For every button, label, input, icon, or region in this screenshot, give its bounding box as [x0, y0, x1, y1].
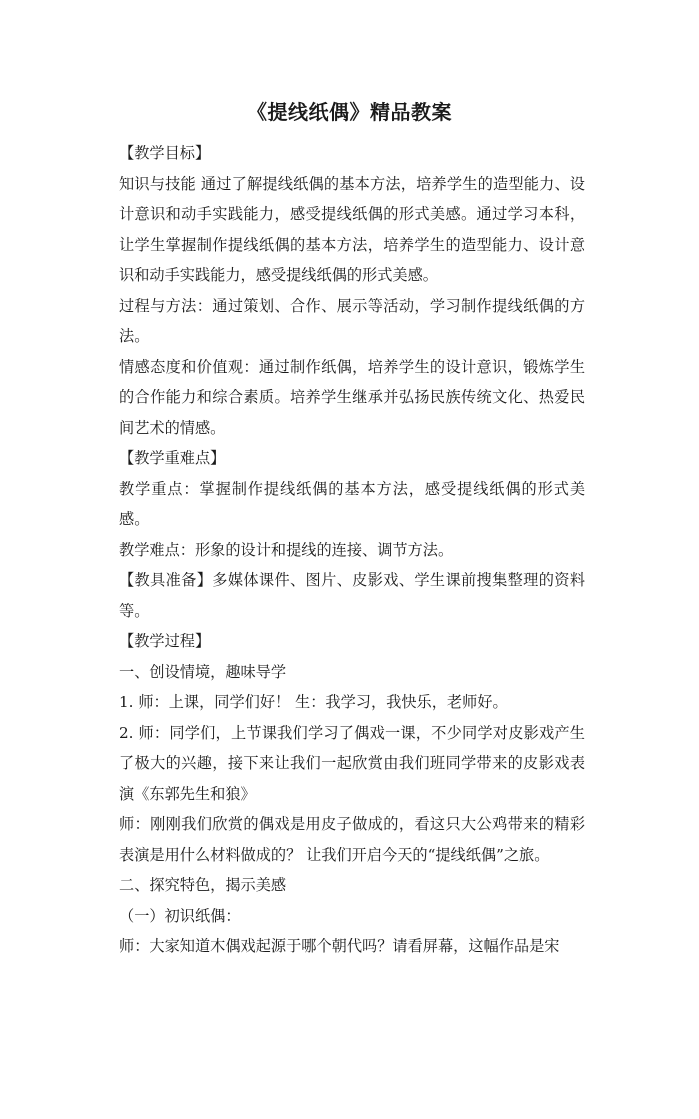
heading-teaching-goals: 【教学目标】	[119, 144, 211, 162]
paragraph-step-2: 2. 师：同学们，上节课我们学习了偶戏一课，不少同学对皮影戏产生了极大的兴趣，接下来让我们一起欣赏由我们班同学带来的皮影戏表演《东郭先生和狼》	[119, 723, 585, 803]
paragraph-knowledge-skills: 知识与技能 通过了解提线纸偶的基本方法，培养学生的造型能力、设计意识和动手实践能力，感受提线纸偶的形式美感。通过学习本科，让学生掌握制作提线纸偶的基本方法，培养学生的造型能力、设计意识和动手实践能力，感受提线纸偶的形式美感。	[119, 174, 585, 284]
paragraph-emotion-values: 情感态度和价值观：通过制作纸偶，培养学生的设计意识，锻炼学生的合作能力和综合素质。培养学生继承并弘扬民族传统文化、热爱民间艺术的情感。	[119, 357, 585, 437]
document-body	[119, 138, 585, 962]
paragraph-key-point: 教学重点：掌握制作提线纸偶的基本方法，感受提线纸偶的形式美感。	[119, 479, 585, 528]
subsection-heading-1: （一）初识纸偶：	[119, 906, 241, 925]
paragraph-step-1: 1. 师：上课，同学们好！ 生：我学习，我快乐，老师好。	[119, 693, 508, 711]
heading-teaching-process: 【教学过程】	[119, 632, 211, 650]
paragraph-process-method: 过程与方法：通过策划、合作、展示等活动，学习制作提线纸偶的方法。	[119, 296, 585, 345]
paragraph-teaching-aids: 【教具准备】多媒体课件、图片、皮影戏、学生课前搜集整理的资料等。	[119, 571, 585, 620]
document-title: 《提线纸偶》精品教案	[247, 100, 452, 124]
heading-key-difficult-points: 【教学重难点】	[119, 449, 226, 467]
paragraph-teacher-intro: 师：大家知道木偶戏起源于哪个朝代吗？请看屏幕，这幅作品是宋	[119, 937, 560, 955]
paragraph-teacher-question: 师：刚刚我们欣赏的偶戏是用皮子做成的，看这只大公鸡带来的精彩表演是用什么材料做成的？ 让我们开启今天的“提线纸偶”之旅。	[119, 815, 585, 864]
section-heading-1: 一、创设情境，趣味导学	[119, 662, 287, 681]
section-heading-2: 二、探究特色，揭示美感	[119, 876, 287, 894]
paragraph-difficult-point: 教学难点：形象的设计和提线的连接、调节方法。	[119, 540, 454, 559]
